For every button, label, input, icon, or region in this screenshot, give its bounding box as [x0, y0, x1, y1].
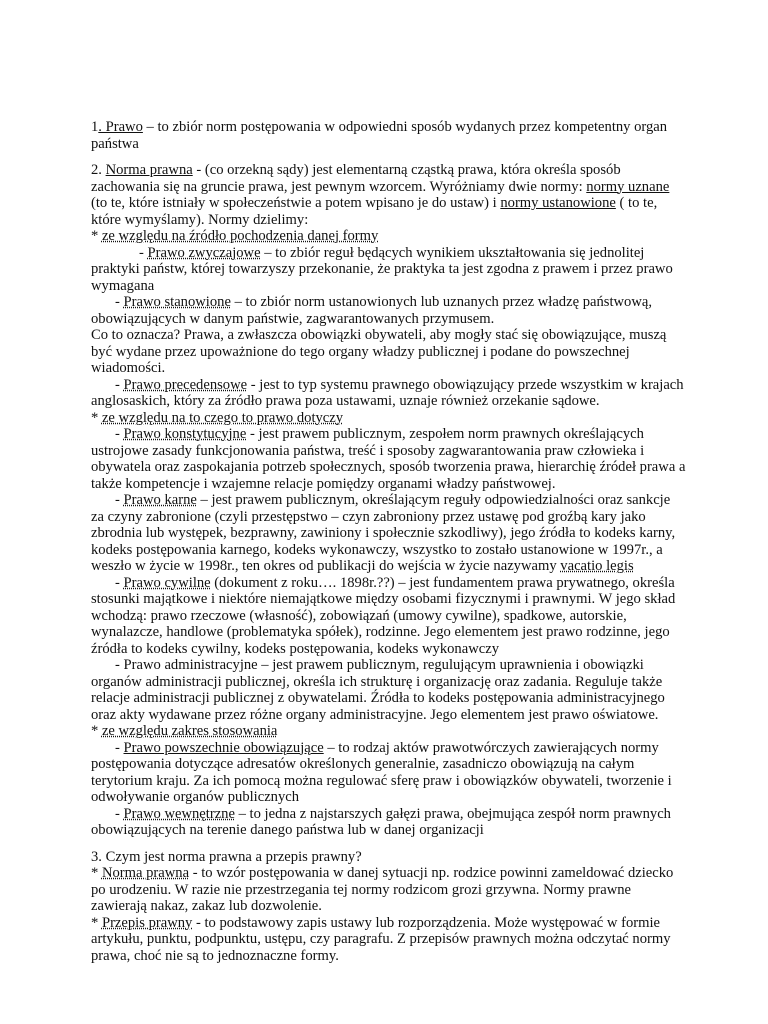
item-dash: -: [115, 294, 124, 310]
section-number: 2.: [91, 162, 106, 178]
term-prawo-cywilne: Prawo cywilne: [123, 574, 211, 591]
term-prawo: . Prawo: [98, 119, 143, 135]
category-heading-scope: [91, 410, 686, 427]
item-prawo-karne: [91, 492, 686, 575]
item-text: - jest to typ systemu prawnego obowiązujący przede wszystkim w krajach anglosaskich, który za źródło prawa poza ustawami, uznaje również orzekanie sądowe.: [91, 376, 684, 409]
definition-text: – to zbiór norm postępowania w odpowiedni sposób wydanych przez kompetentny organ państwa: [91, 119, 668, 152]
term-prawo-powszechnie-obowiazujace: Prawo powszechnie obowiązujące: [123, 739, 324, 756]
item-dash: -: [115, 376, 124, 393]
item-prawo-zwyczajowe: [91, 245, 686, 295]
term-prawo-stanowione: Prawo stanowione: [123, 294, 231, 310]
item-przepis-prawny: [91, 915, 686, 965]
bullet-star: *: [91, 228, 102, 244]
item-prawo-powszechnie-obowiazujace: [91, 740, 686, 806]
item-text: - to podstawowy zapis ustawy lub rozporządzenia. Może występować w formie artykułu, punktu, podpunktu, ustępu, czy paragrafu. Z przepisów prawnych można odczytać normy prawa, choć nie są to jednoznaczne formy.: [91, 914, 671, 964]
term-prawo-karne: Prawo karne: [123, 492, 197, 508]
item-text: – to jedna z najstarszych gałęzi prawa, obejmująca zespół norm prawnych obowiązujących na terenie danego państwa lub w danej organizacji: [91, 805, 671, 838]
item-norma-prawna: [91, 865, 686, 915]
category-heading-range: [91, 723, 686, 740]
item-prawo-wewnetrzne: [91, 806, 686, 839]
item-prawo-cywilne: [91, 575, 686, 658]
term-prawo-konstytucyjne: Prawo konstytucyjne: [123, 426, 247, 442]
term-norma-prawna: Norma prawna: [101, 865, 190, 881]
item-dash: -: [115, 574, 124, 591]
paragraph-text: ( to te, które wymyślamy). Normy dzielimy:: [91, 195, 658, 228]
document-page: [91, 119, 686, 964]
term-prawo-wewnetrzne: Prawo wewnętrzne: [123, 805, 235, 822]
item-prawo-precedensowe: [91, 377, 686, 410]
term-vacatio-legis: vacatio legis: [560, 558, 634, 574]
item-text: - to wzór postępowania w danej sytuacji np. rodzice powinni zameldować dziecko po urodzeniu. W razie nie przestrzegania tej normy rodzicom grozi grzywna. Normy prawne zawierają nakaz, zakaz lub dozwolenie.: [91, 865, 674, 914]
category-heading-source: [91, 228, 686, 245]
section-heading-3: 3. Czym jest norma prawna a przepis prawny?: [91, 848, 362, 865]
paragraph-text: - (co orzekną sądy) jest elementarną cząstką prawa, która określa sposób zachowania się na gruncie prawa, jest pewnym wzorcem. Wyróżniamy dwie normy:: [91, 162, 621, 195]
item-prawo-konstytucyjne: [91, 426, 686, 492]
term-prawo-precedensowe: Prawo precedensowe: [123, 376, 248, 393]
term-prawo-zwyczajowe: Prawo zwyczajowe: [147, 244, 261, 261]
category-title: ze względu na to czego to prawo dotyczy: [101, 409, 344, 426]
section-number: 1: [91, 119, 99, 135]
item-text: – to rodzaj aktów prawotwórczych zawierających normy postępowania dotyczące adresatów określonych generalnie, zasadniczo obowiązują na całym terytorium kraju. Za ich pomocą można regulować sferę praw i obowiązków obywateli, tworzenie i odwoływanie organów publicznych: [91, 739, 672, 805]
bullet-star: *: [91, 409, 102, 426]
term-przepis-prawny: Przepis prawny: [101, 914, 193, 931]
item-dash: -: [115, 739, 124, 756]
item-dash: -: [115, 492, 124, 508]
item-dash: -: [139, 244, 148, 261]
term-norma-prawna: Norma prawna: [105, 162, 193, 178]
paragraph-co-to-oznacza: Co to oznacza? Prawa, a zwłaszcza obowiązki obywateli, aby mogły stać się obowiązujące, muszą być wydane przez upoważnione do tego organy władzy publicznej i podane do powszechnej wiadomości.: [91, 327, 667, 376]
item-prawo-stanowione: [91, 294, 686, 327]
paragraph-text: (to te, które istniały w społeczeństwie a potem wpisano je do ustaw) i: [91, 195, 501, 211]
definition-prawo: [91, 119, 686, 152]
category-title: ze względu na źródło pochodzenia danej formy: [101, 228, 379, 244]
term-normy-uznane: normy uznane: [586, 178, 670, 195]
bullet-star: *: [91, 914, 102, 931]
category-title: ze względu zakres stosowania: [101, 723, 278, 739]
item-prawo-administracyjne: - Prawo administracyjne – jest prawem publicznym, regulującym uprawnienia i obowiązki organów administracji publicznej, określa ich strukturę i organizację oraz zadania. Reguluje także relacje administracji publicznej z obywatelami. Źródła to kodeks postępowania administracyjnego oraz akty wydawane przez różne organy administracyjne. Jego elementem jest prawo oświatowe.: [91, 657, 665, 723]
item-text: - jest prawem publicznym, zespołem norm prawnych określających ustrojowe zasady funkcjonowania państwa, treść i sposoby zagwarantowania praw człowieka i obywatela oraz zaspokajania potrzeb społecznych, sposób tworzenia prawa, hierarchię źródeł prawa a także kompetencje i wzajemne relacje pomiędzy organami władzy państwowej.: [91, 426, 686, 492]
bullet-star: *: [91, 723, 102, 739]
item-text: (dokument z roku…. 1898r.??) – jest fundamentem prawa prywatnego, określa stosunki majątkowe i niektóre niemajątkowe między osobami fizycznymi i prawnymi. W jego skład wchodzą: prawo rzeczowe (własność), zobowiązań (umowy cywilne), spadkowe, autorskie, wynalazcze, handlowe (problematyka spółek), rodzinne. Jego elementem jest prawo rodzinne, jego źródła to kodeks cywilny, kodeks postępowania, kodeks wykonawczy: [91, 574, 676, 657]
term-normy-ustanowione: normy ustanowione: [500, 195, 616, 211]
item-text: – to zbiór norm ustanowionych lub uznanych przez władzę państwową, obowiązujących w danym państwie, zagwarantowanych przymusem.: [91, 294, 653, 327]
item-text: – jest prawem publicznym, określającym reguły odpowiedzialności oraz sankcje za czyny zabronione (czyli przestępstwo – czyn zabroniony przez ustawę pod groźbą kary jako zbrodnia lub występek, bezprawny, zawiniony i społecznie szkodliwy), jego źródła to kodeks karny, kodeks postępowania karnego, kodeks wykonawczy, wszystko to zostało ustanowione w 1997r., a weszło w życie w 1998r., ten okres od publikacji do wejścia w życie nazywamy: [91, 492, 676, 574]
item-text: – to zbiór reguł będących wynikiem ukształtowania się jednolitej praktyki państw, której towarzyszy przekonanie, że praktyka ta jest zgodna z prawem i przez prawo wymagana: [91, 244, 673, 294]
definition-norma-prawna: [91, 162, 686, 228]
item-dash: -: [115, 426, 124, 442]
item-dash: -: [115, 805, 124, 822]
bullet-star: *: [91, 865, 102, 881]
